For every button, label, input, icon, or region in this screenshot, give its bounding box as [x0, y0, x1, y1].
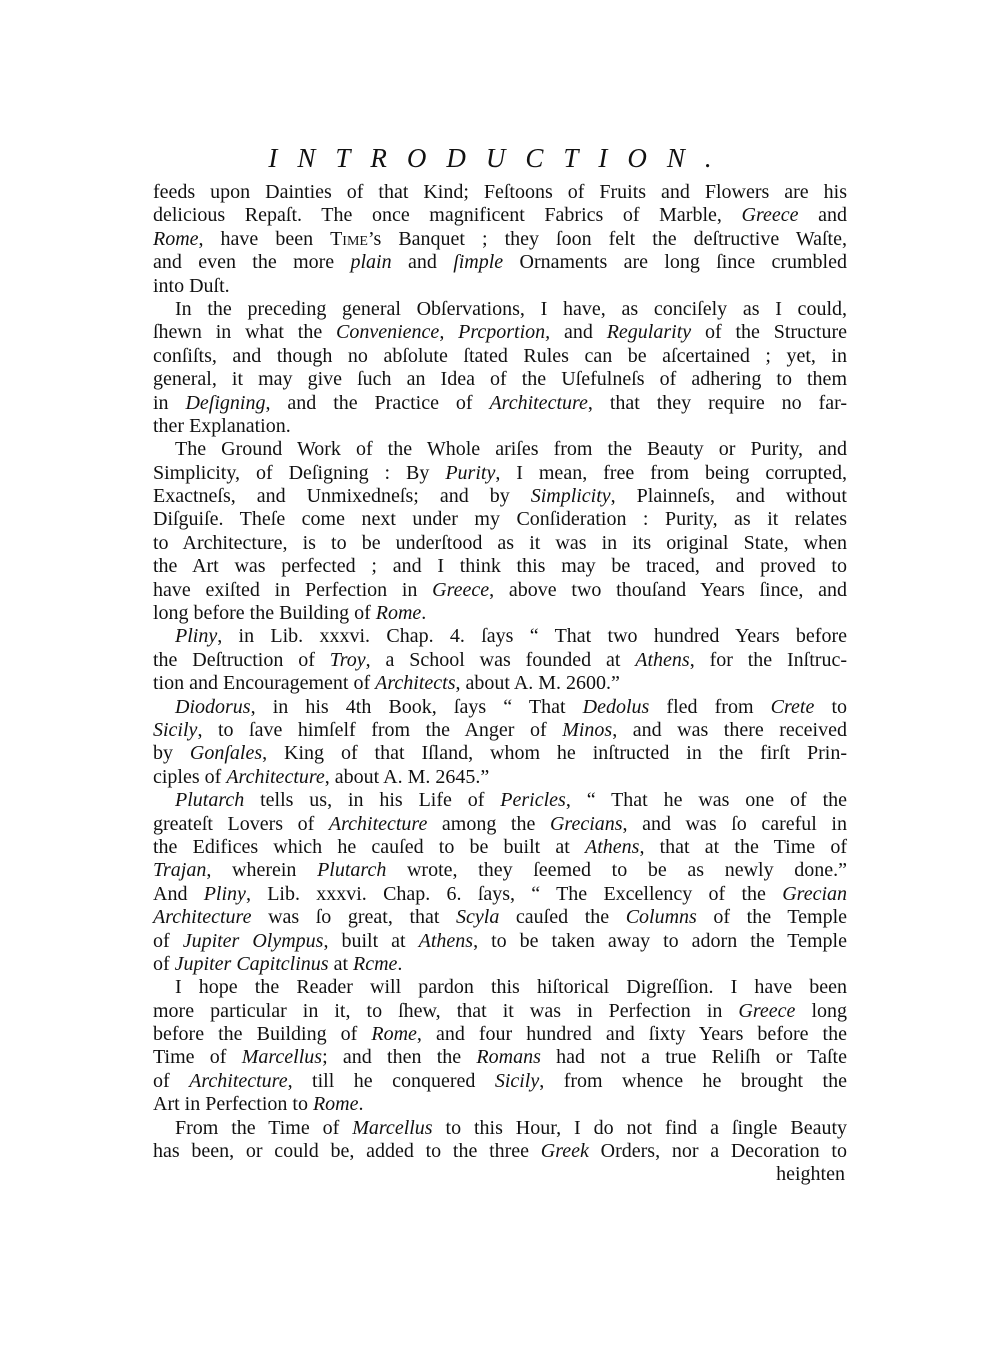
text-line — [153, 813, 847, 836]
italic-run: Architecture — [153, 906, 252, 929]
text-run: I hope the Reader will pardon this hiſtorical Digreſſion. I have been — [175, 976, 847, 999]
text-line — [153, 228, 847, 251]
paragraph — [153, 181, 847, 298]
text-run: of the Structure — [691, 321, 848, 344]
text-run: was ſo great, that — [251, 906, 457, 929]
text-run: Time of — [153, 1046, 242, 1069]
text-line — [153, 508, 847, 531]
italic-run: Plutarch — [317, 859, 387, 882]
italic-run: Architecture — [328, 812, 428, 835]
text-run: the Art was perfected ; and I think this may be traced, and proved to — [153, 555, 847, 578]
italic-run: Marcellus — [241, 1046, 323, 1069]
text-run: of — [153, 929, 183, 952]
italic-run: Jupiter Olympus — [182, 929, 324, 952]
text-line — [153, 742, 847, 765]
paragraph — [153, 625, 847, 695]
text-line — [153, 438, 847, 461]
text-run: . — [421, 602, 427, 625]
text-run: Simplicity, of Deſigning : By — [153, 461, 446, 484]
italic-run: ſimple — [453, 251, 504, 274]
text-line — [153, 555, 847, 578]
italic-run: Convenience, Prcportion, — [336, 321, 551, 344]
text-run: Time — [330, 227, 368, 250]
text-line — [153, 696, 847, 719]
text-run: to this Hour, I do not find a ſingle Beauty — [432, 1116, 847, 1139]
italic-run: Sicily — [494, 1069, 540, 1092]
text-line — [153, 1140, 847, 1163]
italic-run: Plutarch — [175, 789, 245, 812]
text-run: , and was ſo careful in — [622, 812, 847, 835]
text-run: Exactneſs, and Unmixedneſs; and by — [153, 485, 531, 508]
text-line — [153, 181, 847, 204]
italic-run: Simplicity — [530, 485, 611, 508]
running-header: INTRODUCTION. — [268, 143, 732, 173]
text-run: ther Explanation. — [153, 414, 291, 437]
text-line — [153, 415, 847, 438]
text-run: , for the Inſtruc- — [689, 648, 847, 671]
text-line — [153, 649, 847, 672]
text-run: , that they require no far- — [587, 391, 848, 414]
italic-run: Crete — [770, 695, 815, 718]
text-line — [153, 906, 847, 929]
italic-run: Pliny — [175, 625, 218, 648]
text-run: and — [550, 321, 607, 344]
text-run: has been, or could be, added to the three — [153, 1140, 541, 1163]
text-run: ; and then the — [322, 1046, 477, 1069]
italic-run: Rome — [153, 227, 199, 250]
italic-run: Athens — [635, 648, 690, 671]
text-run: conſiſts, and though no abſolute ſtated Rules can be aſcertained ; yet, in — [153, 344, 847, 367]
italic-run: Trajan — [153, 859, 207, 882]
italic-run: Athens — [585, 835, 640, 858]
text-run: , to be taken away to adorn the Temple — [473, 929, 847, 952]
text-run: long before the Building of — [153, 602, 376, 625]
text-run: the Deſtruction of — [153, 648, 330, 671]
text-run: of — [153, 1069, 190, 1092]
italic-run: Rome — [371, 1023, 417, 1046]
text-line — [153, 766, 847, 789]
text-line — [153, 275, 847, 298]
italic-run: Minos — [562, 718, 613, 741]
text-run: , to ſave himſelf from the Anger of — [197, 718, 563, 741]
italic-run: Greece — [741, 204, 799, 227]
text-line — [153, 672, 847, 695]
text-run: of the Temple — [696, 906, 848, 929]
italic-run: Grecians — [549, 812, 623, 835]
italic-run: Dedolus — [582, 695, 650, 718]
text-run: From the Time of — [175, 1116, 353, 1139]
text-run: tells us, in his Life of — [244, 789, 501, 812]
text-line — [153, 719, 847, 742]
text-run: , and the Practice of — [265, 391, 490, 414]
text-run: , above two thouſand Years ſince, and — [489, 578, 847, 601]
text-run: feeds upon Dainties of that Kind; Feſtoons of Fruits and Flowers are his — [153, 181, 847, 203]
text-run: , in Lib. xxxvi. Chap. 4. ſays “ That two hundred Years before — [217, 625, 847, 648]
italic-run: Rcme — [353, 952, 398, 975]
text-line — [153, 602, 847, 625]
italic-run: Grecian — [782, 882, 847, 905]
text-line — [153, 625, 847, 648]
text-run: and — [798, 204, 847, 227]
text-line — [153, 883, 847, 906]
text-line — [153, 579, 847, 602]
text-run: ’s Banquet ; they ſoon felt the deſtructive Waſte, — [367, 227, 847, 250]
italic-run: plain — [350, 251, 392, 274]
text-line — [153, 532, 847, 555]
text-run: and — [391, 251, 454, 274]
text-run: , a School was founded at — [365, 648, 636, 671]
text-run: into Duſt. — [153, 274, 230, 297]
text-run: cauſed the — [499, 906, 626, 929]
text-run: had not a true Reliſh or Taſte — [540, 1046, 847, 1069]
italic-run: Columns — [625, 906, 697, 929]
italic-run: Architecture — [189, 1069, 288, 1092]
italic-run: Greece — [432, 578, 490, 601]
text-line — [153, 1070, 847, 1093]
text-line — [153, 1023, 847, 1046]
italic-run: Troy — [329, 648, 366, 671]
text-run: fled from — [649, 695, 771, 718]
text-run: , Plainneſs, and without — [610, 485, 847, 508]
italic-run: Athens — [418, 929, 474, 952]
italic-run: Greece — [738, 999, 796, 1022]
catchword: heighten — [776, 1163, 845, 1186]
text-run: delicious Repaſt. The once magnificent Fabrics of Marble, — [153, 204, 742, 227]
italic-run: Architecture — [489, 391, 588, 414]
text-run: in — [153, 391, 186, 414]
text-run: have exiſted in Perfection in — [153, 578, 433, 601]
text-line — [153, 836, 847, 859]
paragraph — [153, 696, 847, 790]
paragraph — [153, 298, 847, 438]
text-run: , and four hundred and ſixty Years before the — [416, 1023, 847, 1046]
text-run: , Lib. xxxvi. Chap. 6. ſays, “ The Excellency of the — [245, 882, 783, 905]
text-run: before the Building of — [153, 1023, 372, 1046]
italic-run: Greek — [540, 1140, 589, 1163]
italic-run: Deſigning — [185, 391, 266, 414]
text-line — [153, 789, 847, 812]
text-line — [153, 298, 847, 321]
text-run: , built at — [323, 929, 419, 952]
text-run: Ornaments are long ſince crumbled — [503, 251, 847, 274]
italic-run: Jupiter Capitclinus — [174, 952, 329, 975]
text-run: , have been — [198, 227, 331, 250]
text-line — [153, 345, 847, 368]
text-run: , from whence he brought the — [539, 1069, 847, 1092]
paragraph — [153, 438, 847, 625]
text-run: , and was there received — [612, 718, 847, 741]
text-run: And — [153, 882, 204, 905]
text-line — [153, 1046, 847, 1069]
text-line — [153, 930, 847, 953]
text-line — [153, 1117, 847, 1140]
text-run: among the — [427, 812, 550, 835]
text-run: wrote, they ſeemed to be as newly done.” — [386, 859, 847, 882]
text-run: and even the more — [153, 251, 351, 274]
text-line — [153, 392, 847, 415]
text-line — [153, 251, 847, 274]
text-run: ſhewn in what the — [153, 321, 337, 344]
paragraph — [153, 976, 847, 1116]
italic-run: Rome — [312, 1093, 359, 1116]
text-run: The Ground Work of the Whole ariſes from the Beauty or Purity, and — [175, 438, 847, 461]
text-run: Art in Perfection to — [153, 1093, 313, 1116]
text-run: . — [397, 952, 403, 975]
text-line — [153, 976, 847, 999]
italic-run: Pliny — [203, 882, 246, 905]
paragraph — [153, 1117, 847, 1164]
italic-run: Sicily — [153, 718, 198, 741]
italic-run: Gonſales — [189, 742, 263, 765]
text-run: , about A. M. 2645.” — [324, 765, 490, 788]
italic-run: Rome — [375, 602, 422, 625]
text-run: ciples of — [153, 765, 227, 788]
italic-run: Regularity — [606, 321, 692, 344]
text-run: In the preceding general Obſervations, I have, as conciſely as I could, — [175, 297, 847, 320]
text-run: Orders, nor a Decoration to — [588, 1140, 847, 1163]
text-line — [153, 485, 847, 508]
italic-run: Diodorus — [175, 695, 251, 718]
text-run: more particular in it, to ſhew, that it was in Perfection in — [153, 999, 739, 1022]
text-run: , in his 4th Book, ſays “ That — [250, 695, 583, 718]
text-run: the Edifices which he cauſed to be built at — [153, 835, 586, 858]
paragraph — [153, 789, 847, 976]
italic-run: Marcellus — [352, 1116, 433, 1139]
text-run: at — [328, 952, 353, 975]
text-run: to — [814, 695, 847, 718]
text-run: , wherein — [206, 859, 318, 882]
text-run: . — [358, 1093, 364, 1116]
text-run: , “ That he was one of the — [565, 789, 848, 812]
text-line — [153, 953, 847, 976]
text-line — [153, 1093, 847, 1116]
text-run: , King of that Iſland, whom he inſtructed in the firſt Prin- — [262, 742, 847, 765]
text-line — [153, 859, 847, 882]
text-run: , that at the Time of — [639, 835, 847, 858]
text-run: , I mean, free from being corrupted, — [495, 461, 847, 484]
text-line — [153, 204, 847, 227]
italic-run: Scyla — [456, 906, 500, 929]
text-run: tion and Encouragement of — [153, 672, 376, 695]
text-run: of — [153, 952, 175, 975]
italic-run: Pericles — [500, 789, 566, 812]
text-run: to Architecture, is to be underſtood as it was in its original State, when — [153, 531, 847, 554]
text-line — [153, 462, 847, 485]
text-run: Diſguiſe. Theſe come next under my Conſideration : Purity, as it relates — [153, 508, 847, 531]
italic-run: Architects — [375, 672, 456, 695]
text-run: greateſt Lovers of — [153, 812, 329, 835]
italic-run: Architecture — [226, 765, 325, 788]
text-line — [153, 1000, 847, 1023]
italic-run: Romans — [476, 1046, 541, 1069]
text-line — [153, 321, 847, 344]
text-run: , till he conquered — [287, 1069, 495, 1092]
text-run: general, it may give ſuch an Idea of the Uſefulneſs of adhering to them — [153, 368, 847, 391]
text-line — [153, 368, 847, 391]
text-run: by — [153, 742, 190, 765]
text-run: long — [795, 999, 847, 1022]
italic-run: Purity — [445, 461, 496, 484]
text-run: , about A. M. 2600.” — [455, 672, 620, 695]
body-text — [153, 181, 847, 1187]
